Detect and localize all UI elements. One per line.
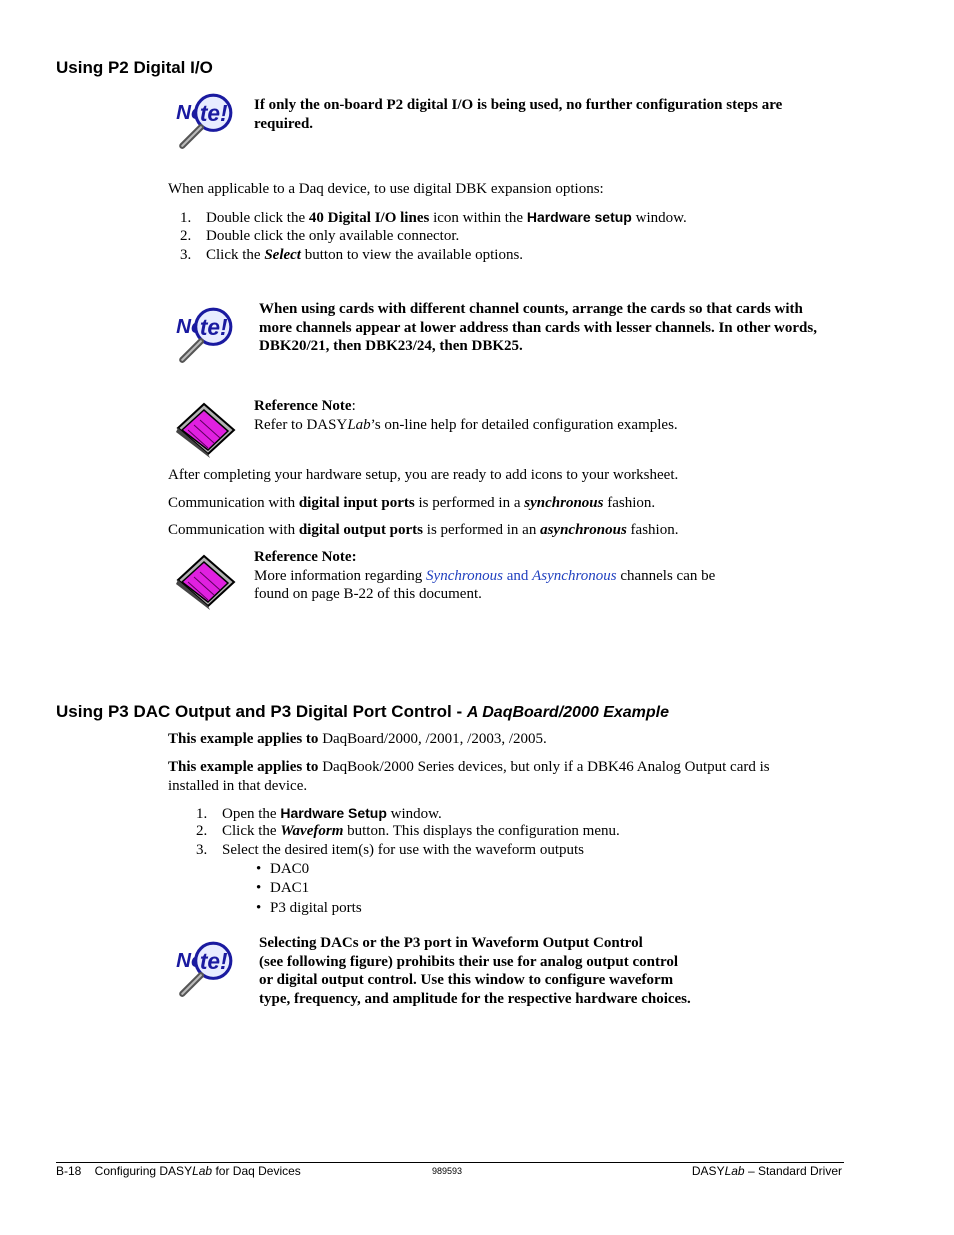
p3-step-2: 2. Click the Waveform button. This displays the configuration menu. <box>196 823 620 839</box>
reference-book-icon <box>174 550 238 610</box>
bullet-item: • P3 digital ports <box>256 900 362 916</box>
asynchronous-link[interactable]: Asynchronous <box>532 567 617 584</box>
bullet-item: • DAC0 <box>256 861 310 877</box>
reference-note-1: Reference Note: Refer to DASYLab’s on-line help for detailed configuration examples. <box>254 398 678 433</box>
p3-step-1: 1. Open the Hardware Setup window. <box>196 805 442 822</box>
comm-input-text: Communication with digital input ports is performed in a synchronous fashion. <box>168 495 656 511</box>
section-heading-p2: Using P2 Digital I/O <box>56 58 213 77</box>
footer-left: B-18 Configuring DASYLab for Daq Devices <box>56 1164 301 1178</box>
note-p2-only: If only the on-board P2 digital I/O is being used, no further configuration steps are required. <box>254 97 783 132</box>
note-magnifier-icon <box>172 88 238 150</box>
footer-right: DASYLab – Standard Driver <box>691 1164 842 1178</box>
note-waveform: Selecting DACs or the P3 port in Waveform Output Control (see following figure) prohibits their use for analog output control or digital output control. Use this window to configure waveform type, frequency, and amplitude for the respective hardware choices. <box>259 935 691 1007</box>
applies-daqbook: This example applies to DaqBook/2000 Series devices, but only if a DBK46 Analog Output card is installed in that device. <box>168 759 770 794</box>
p2-step-1: 1. Double click the 40 Digital I/O lines icon within the Hardware setup window. <box>180 209 687 226</box>
synchronous-link[interactable]: Synchronous <box>426 567 503 584</box>
note-magnifier-icon <box>172 936 238 998</box>
applies-daqboard: This example applies to DaqBoard/2000, /2001, /2003, /2005. <box>168 731 547 747</box>
after-setup-text: After completing your hardware setup, you are ready to add icons to your worksheet. <box>168 467 679 483</box>
comm-output-text: Communication with digital output ports is performed in an asynchronous fashion. <box>168 522 679 538</box>
p2-step-2: 2. Double click the only available connector. <box>180 228 460 244</box>
footer-doc-number: 989593 <box>432 1166 463 1176</box>
p3-step-3: 3. Select the desired item(s) for use with the waveform outputs <box>196 842 584 858</box>
bullet-item: • DAC1 <box>256 880 310 896</box>
reference-note-2: Reference Note: More information regarding Synchronous and Asynchronous channels can be found on page B-22 of this document. <box>254 549 716 602</box>
dbk-intro: When applicable to a Daq device, to use digital DBK expansion options: <box>168 181 604 197</box>
note-magnifier-icon <box>172 302 238 364</box>
p2-step-3: 3. Click the Select button to view the available options. <box>180 247 524 263</box>
footer-rule <box>56 1162 844 1163</box>
note-card-order: When using cards with different channel counts, arrange the cards so that cards with more channels appear at lower address than cards with lesser channels. In other words, DBK20/21, then DBK23/24, then DBK25. <box>259 301 817 354</box>
section-heading-p3: Using P3 DAC Output and P3 Digital Port Control - A DaqBoard/2000 Example <box>56 702 669 721</box>
reference-book-icon <box>174 398 238 458</box>
